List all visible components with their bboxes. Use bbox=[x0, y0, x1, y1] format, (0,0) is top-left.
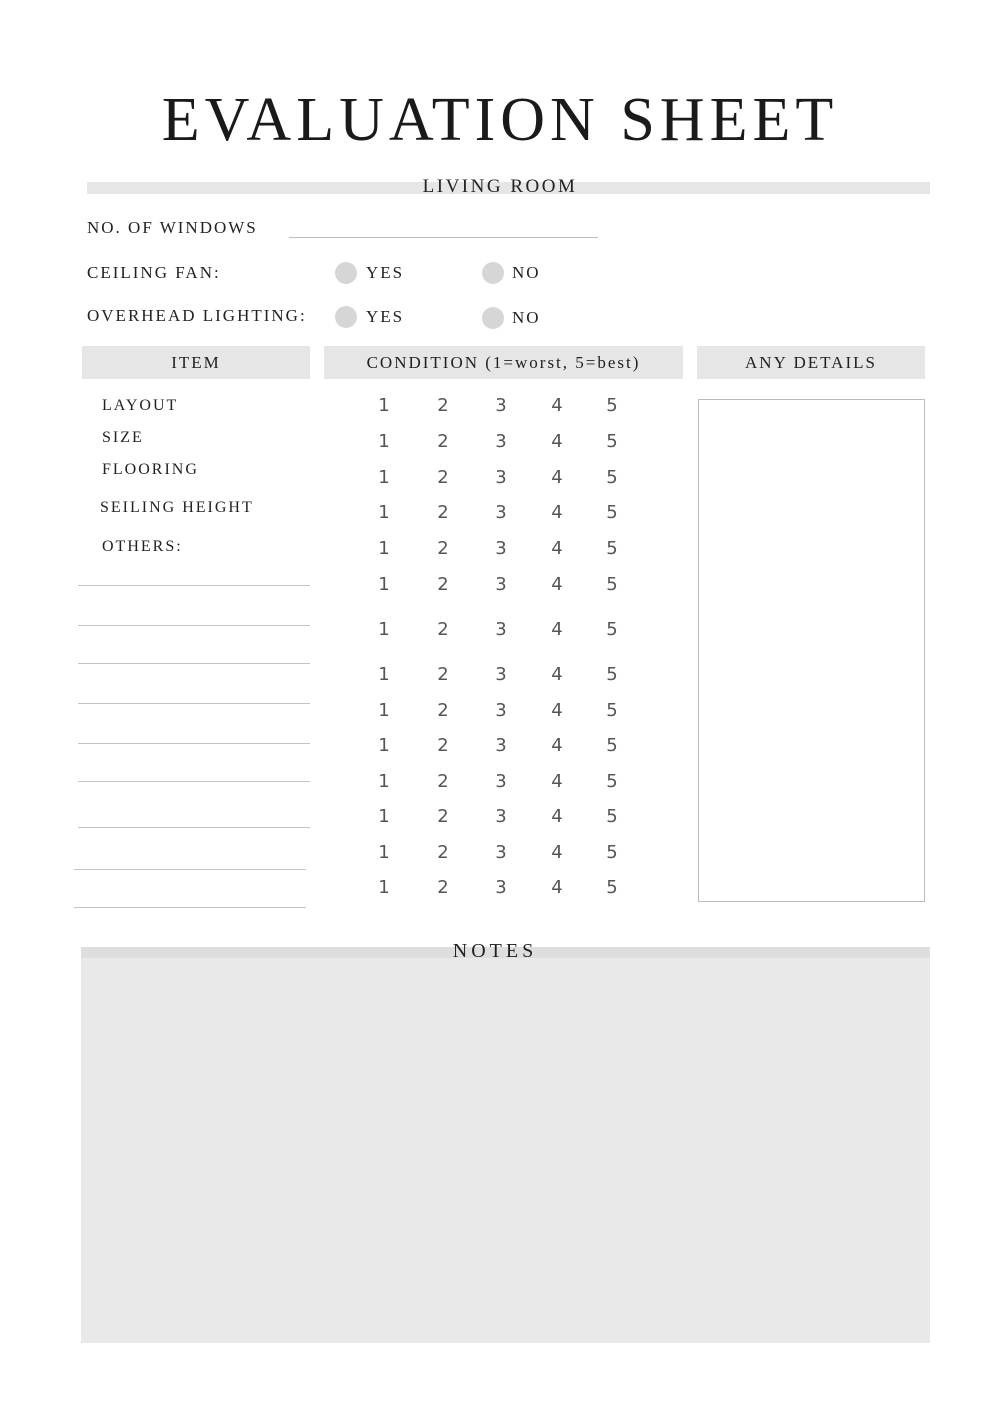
rating-option[interactable]: 4 bbox=[551, 538, 563, 559]
rating-option[interactable]: 4 bbox=[551, 395, 563, 416]
rating-row bbox=[354, 574, 644, 598]
rating-option[interactable]: 3 bbox=[495, 538, 507, 559]
other-item-line[interactable] bbox=[74, 907, 306, 908]
rating-option[interactable]: 2 bbox=[437, 502, 449, 523]
rating-option[interactable]: 2 bbox=[437, 700, 449, 721]
rating-option[interactable]: 5 bbox=[606, 574, 618, 595]
rating-option[interactable]: 1 bbox=[378, 574, 390, 595]
rating-option[interactable]: 5 bbox=[606, 735, 618, 756]
rating-option[interactable]: 2 bbox=[437, 806, 449, 827]
rating-option[interactable]: 5 bbox=[606, 467, 618, 488]
rating-row bbox=[354, 771, 644, 795]
rating-option[interactable]: 3 bbox=[495, 842, 507, 863]
other-item-line[interactable] bbox=[78, 703, 310, 704]
rating-option[interactable]: 1 bbox=[378, 502, 390, 523]
rating-row bbox=[354, 467, 644, 491]
rating-option[interactable]: 2 bbox=[437, 735, 449, 756]
rating-option[interactable]: 5 bbox=[606, 771, 618, 792]
ceiling-fan-yes-label: YES bbox=[366, 263, 405, 282]
rating-row bbox=[354, 538, 644, 562]
overhead-lighting-no-label: NO bbox=[512, 308, 541, 327]
rating-row bbox=[354, 806, 644, 830]
rating-option[interactable]: 3 bbox=[495, 395, 507, 416]
page-title: EVALUATION SHEET bbox=[161, 86, 839, 154]
details-box[interactable] bbox=[698, 399, 925, 902]
rating-option[interactable]: 3 bbox=[495, 806, 507, 827]
rating-option[interactable]: 3 bbox=[495, 574, 507, 595]
item-size: SIZE bbox=[102, 429, 144, 446]
rating-option[interactable]: 1 bbox=[378, 842, 390, 863]
rating-option[interactable]: 2 bbox=[437, 877, 449, 898]
rating-option[interactable]: 5 bbox=[606, 395, 618, 416]
other-item-line[interactable] bbox=[78, 827, 310, 828]
rating-row bbox=[354, 502, 644, 526]
rating-option[interactable]: 4 bbox=[551, 877, 563, 898]
overhead-lighting-label: OVERHEAD LIGHTING: bbox=[87, 306, 307, 325]
rating-option[interactable]: 5 bbox=[606, 700, 618, 721]
item-flooring: FLOORING bbox=[102, 461, 199, 478]
rating-option[interactable]: 2 bbox=[437, 395, 449, 416]
ceiling-fan-yes-radio[interactable] bbox=[335, 262, 357, 284]
overhead-lighting-no-radio[interactable] bbox=[482, 307, 504, 329]
rating-option[interactable]: 5 bbox=[606, 431, 618, 452]
rating-row bbox=[354, 877, 644, 901]
other-item-line[interactable] bbox=[78, 585, 310, 586]
other-item-line[interactable] bbox=[78, 781, 310, 782]
rating-row bbox=[354, 700, 644, 724]
windows-label: NO. OF WINDOWS bbox=[87, 218, 258, 237]
item-ceiling-height: SEILING HEIGHT bbox=[100, 499, 254, 516]
ceiling-fan-no-label: NO bbox=[512, 263, 541, 282]
rating-option[interactable]: 1 bbox=[378, 771, 390, 792]
rating-option[interactable]: 1 bbox=[378, 735, 390, 756]
item-others: OTHERS: bbox=[102, 538, 183, 555]
rating-option[interactable]: 1 bbox=[378, 395, 390, 416]
rating-option[interactable]: 4 bbox=[551, 735, 563, 756]
rating-option[interactable]: 4 bbox=[551, 574, 563, 595]
other-item-line[interactable] bbox=[78, 743, 310, 744]
rating-option[interactable]: 5 bbox=[606, 806, 618, 827]
rating-option[interactable]: 3 bbox=[495, 700, 507, 721]
rating-row bbox=[354, 395, 644, 419]
rating-option[interactable]: 1 bbox=[378, 664, 390, 685]
rating-option[interactable]: 5 bbox=[606, 619, 618, 640]
rating-option[interactable]: 2 bbox=[437, 664, 449, 685]
rating-option[interactable]: 4 bbox=[551, 467, 563, 488]
rating-option[interactable]: 1 bbox=[378, 431, 390, 452]
rating-option[interactable]: 4 bbox=[551, 619, 563, 640]
rating-option[interactable]: 1 bbox=[378, 619, 390, 640]
rating-option[interactable]: 4 bbox=[551, 502, 563, 523]
rating-option[interactable]: 1 bbox=[378, 700, 390, 721]
details-column-header: ANY DETAILS bbox=[697, 346, 925, 379]
notes-area[interactable] bbox=[81, 947, 930, 1343]
rating-option[interactable]: 3 bbox=[495, 664, 507, 685]
rating-row bbox=[354, 735, 644, 759]
item-layout: LAYOUT bbox=[102, 397, 179, 414]
rating-option[interactable]: 4 bbox=[551, 771, 563, 792]
rating-option[interactable]: 2 bbox=[437, 574, 449, 595]
rating-option[interactable]: 1 bbox=[378, 467, 390, 488]
rating-option[interactable]: 5 bbox=[606, 538, 618, 559]
rating-option[interactable]: 2 bbox=[437, 467, 449, 488]
rating-option[interactable]: 3 bbox=[495, 467, 507, 488]
overhead-lighting-yes-radio[interactable] bbox=[335, 306, 357, 328]
other-item-line[interactable] bbox=[74, 869, 306, 870]
rating-option[interactable]: 2 bbox=[437, 538, 449, 559]
rating-option[interactable]: 5 bbox=[606, 877, 618, 898]
ceiling-fan-label: CEILING FAN: bbox=[87, 263, 221, 282]
rating-option[interactable]: 4 bbox=[551, 700, 563, 721]
notes-title: NOTES bbox=[452, 940, 538, 962]
section-title: LIVING ROOM bbox=[422, 176, 578, 197]
rating-option[interactable]: 3 bbox=[495, 771, 507, 792]
rating-option[interactable]: 5 bbox=[606, 502, 618, 523]
rating-option[interactable]: 5 bbox=[606, 664, 618, 685]
rating-option[interactable]: 3 bbox=[495, 431, 507, 452]
rating-option[interactable]: 4 bbox=[551, 842, 563, 863]
condition-column-header: CONDITION (1=worst, 5=best) bbox=[324, 346, 683, 379]
other-item-line[interactable] bbox=[78, 625, 310, 626]
rating-option[interactable]: 4 bbox=[551, 431, 563, 452]
rating-option[interactable]: 2 bbox=[437, 619, 449, 640]
rating-option[interactable]: 3 bbox=[495, 735, 507, 756]
rating-row bbox=[354, 431, 644, 455]
other-item-line[interactable] bbox=[78, 663, 310, 664]
rating-option[interactable]: 3 bbox=[495, 619, 507, 640]
rating-option[interactable]: 1 bbox=[378, 806, 390, 827]
rating-option[interactable]: 3 bbox=[495, 877, 507, 898]
rating-option[interactable]: 5 bbox=[606, 842, 618, 863]
rating-option[interactable]: 2 bbox=[437, 842, 449, 863]
rating-option[interactable]: 2 bbox=[437, 771, 449, 792]
overhead-lighting-yes-label: YES bbox=[366, 307, 405, 326]
rating-option[interactable]: 4 bbox=[551, 664, 563, 685]
windows-input-line[interactable] bbox=[289, 237, 598, 238]
rating-row bbox=[354, 619, 644, 643]
rating-option[interactable]: 1 bbox=[378, 538, 390, 559]
rating-option[interactable]: 3 bbox=[495, 502, 507, 523]
rating-row bbox=[354, 664, 644, 688]
item-column-header: ITEM bbox=[82, 346, 310, 379]
rating-option[interactable]: 1 bbox=[378, 877, 390, 898]
rating-option[interactable]: 4 bbox=[551, 806, 563, 827]
rating-row bbox=[354, 842, 644, 866]
rating-option[interactable]: 2 bbox=[437, 431, 449, 452]
ceiling-fan-no-radio[interactable] bbox=[482, 262, 504, 284]
